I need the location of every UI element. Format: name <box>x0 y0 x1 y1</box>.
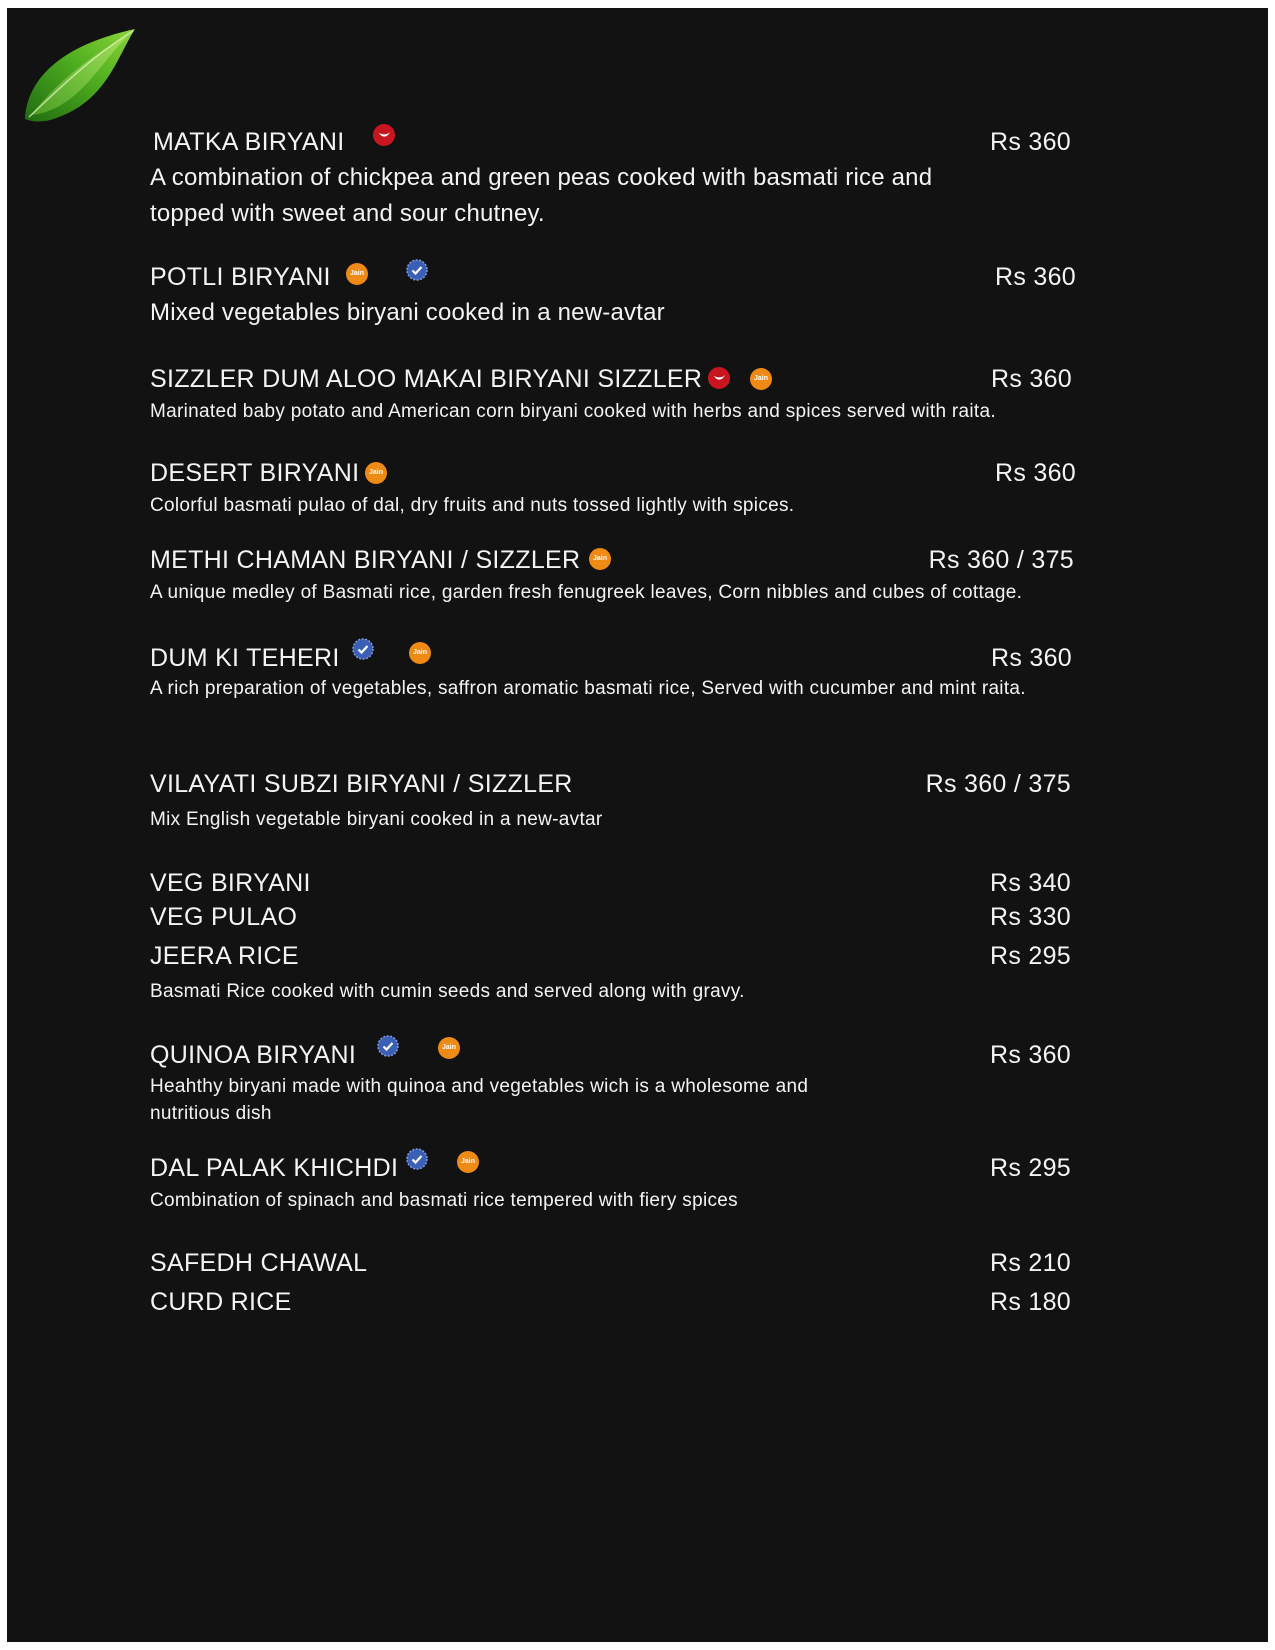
item-price: Rs 360 <box>990 365 1072 393</box>
menu-item <box>150 457 1076 521</box>
item-name: MATKA BIRYANI <box>153 128 345 156</box>
menu-item <box>150 126 1071 232</box>
item-name: DUM KI TEHERI <box>150 644 340 672</box>
item-description: Marinated baby potato and American corn biryani cooked with herbs and spices served with raita. <box>150 401 996 422</box>
check-icon <box>406 259 428 281</box>
check-icon <box>377 1035 399 1057</box>
item-description: Mix English vegetable biryani cooked in a new-avtar <box>150 809 603 830</box>
item-name: METHI CHAMAN BIRYANI / SIZZLER <box>150 546 581 574</box>
item-price: Rs 360 / 375 <box>925 770 1071 798</box>
menu-item <box>150 261 1076 331</box>
item-price: Rs 360 <box>990 644 1072 672</box>
item-price: Rs 360 <box>994 263 1076 291</box>
item-name: DAL PALAK KHICHDI <box>150 1154 399 1182</box>
menu-item <box>150 363 1072 427</box>
chili-icon <box>373 124 395 146</box>
menu-item <box>150 901 1071 933</box>
menu-item <box>150 642 1072 704</box>
item-price: Rs 180 <box>989 1288 1071 1316</box>
item-description: A rich preparation of vegetables, saffron aromatic basmati rice, Served with cucumber and mint raita. <box>150 678 1026 699</box>
item-name: SAFEDH CHAWAL <box>150 1249 368 1277</box>
item-description: Heahthy biryani made with quinoa and vegetables wich is a wholesome and nutritious dish <box>150 1076 809 1124</box>
menu-item <box>150 867 1071 899</box>
item-price: Rs 360 / 375 <box>928 546 1074 574</box>
check-icon <box>352 638 374 660</box>
item-description: Combination of spinach and basmati rice tempered with fiery spices <box>150 1190 738 1211</box>
menu-item <box>150 1152 1071 1216</box>
menu-item <box>150 1286 1071 1318</box>
item-description: Mixed vegetables biryani cooked in a new-avtar <box>150 299 665 326</box>
menu-item <box>150 940 1071 1007</box>
leaf-logo <box>21 27 139 131</box>
jain-icon: Jain <box>409 642 431 664</box>
item-name: DESERT BIRYANI <box>150 459 360 487</box>
item-name: JEERA RICE <box>150 942 299 970</box>
jain-icon: Jain <box>750 368 772 390</box>
item-name: SIZZLER DUM ALOO MAKAI BIRYANI SIZZLER <box>150 365 703 393</box>
item-description: A combination of chickpea and green peas cooked with basmati rice and topped with sweet and sour chutney. <box>150 164 933 227</box>
check-icon <box>406 1148 428 1170</box>
jain-icon: Jain <box>365 462 387 484</box>
item-description: Colorful basmati pulao of dal, dry fruits and nuts tossed lightly with spices. <box>150 495 795 516</box>
menu-item <box>150 1247 1071 1279</box>
jain-icon: Jain <box>438 1037 460 1059</box>
item-description: A unique medley of Basmati rice, garden fresh fenugreek leaves, Corn nibbles and cubes of cottage. <box>150 582 1023 603</box>
item-name: VEG BIRYANI <box>150 869 311 897</box>
item-price: Rs 330 <box>989 903 1071 931</box>
item-price: Rs 360 <box>989 128 1071 156</box>
item-price: Rs 210 <box>989 1249 1071 1277</box>
item-price: Rs 295 <box>989 1154 1071 1182</box>
jain-icon: Jain <box>457 1151 479 1173</box>
menu-item <box>150 1039 1071 1127</box>
item-name: VILAYATI SUBZI BIRYANI / SIZZLER <box>150 770 573 798</box>
chili-icon <box>708 367 730 389</box>
item-name: QUINOA BIRYANI <box>150 1041 357 1069</box>
jain-icon: Jain <box>346 263 368 285</box>
item-name: CURD RICE <box>150 1288 292 1316</box>
item-price: Rs 360 <box>994 459 1076 487</box>
item-price: Rs 340 <box>989 869 1071 897</box>
item-name: VEG PULAO <box>150 903 298 931</box>
item-price: Rs 360 <box>989 1041 1071 1069</box>
menu-item <box>150 768 1071 835</box>
item-price: Rs 295 <box>989 942 1071 970</box>
item-description: Basmati Rice cooked with cumin seeds and served along with gravy. <box>150 981 745 1002</box>
item-name: POTLI BIRYANI <box>150 263 331 291</box>
menu-page <box>7 8 1268 1642</box>
menu-item <box>150 544 1074 608</box>
jain-icon: Jain <box>589 548 611 570</box>
